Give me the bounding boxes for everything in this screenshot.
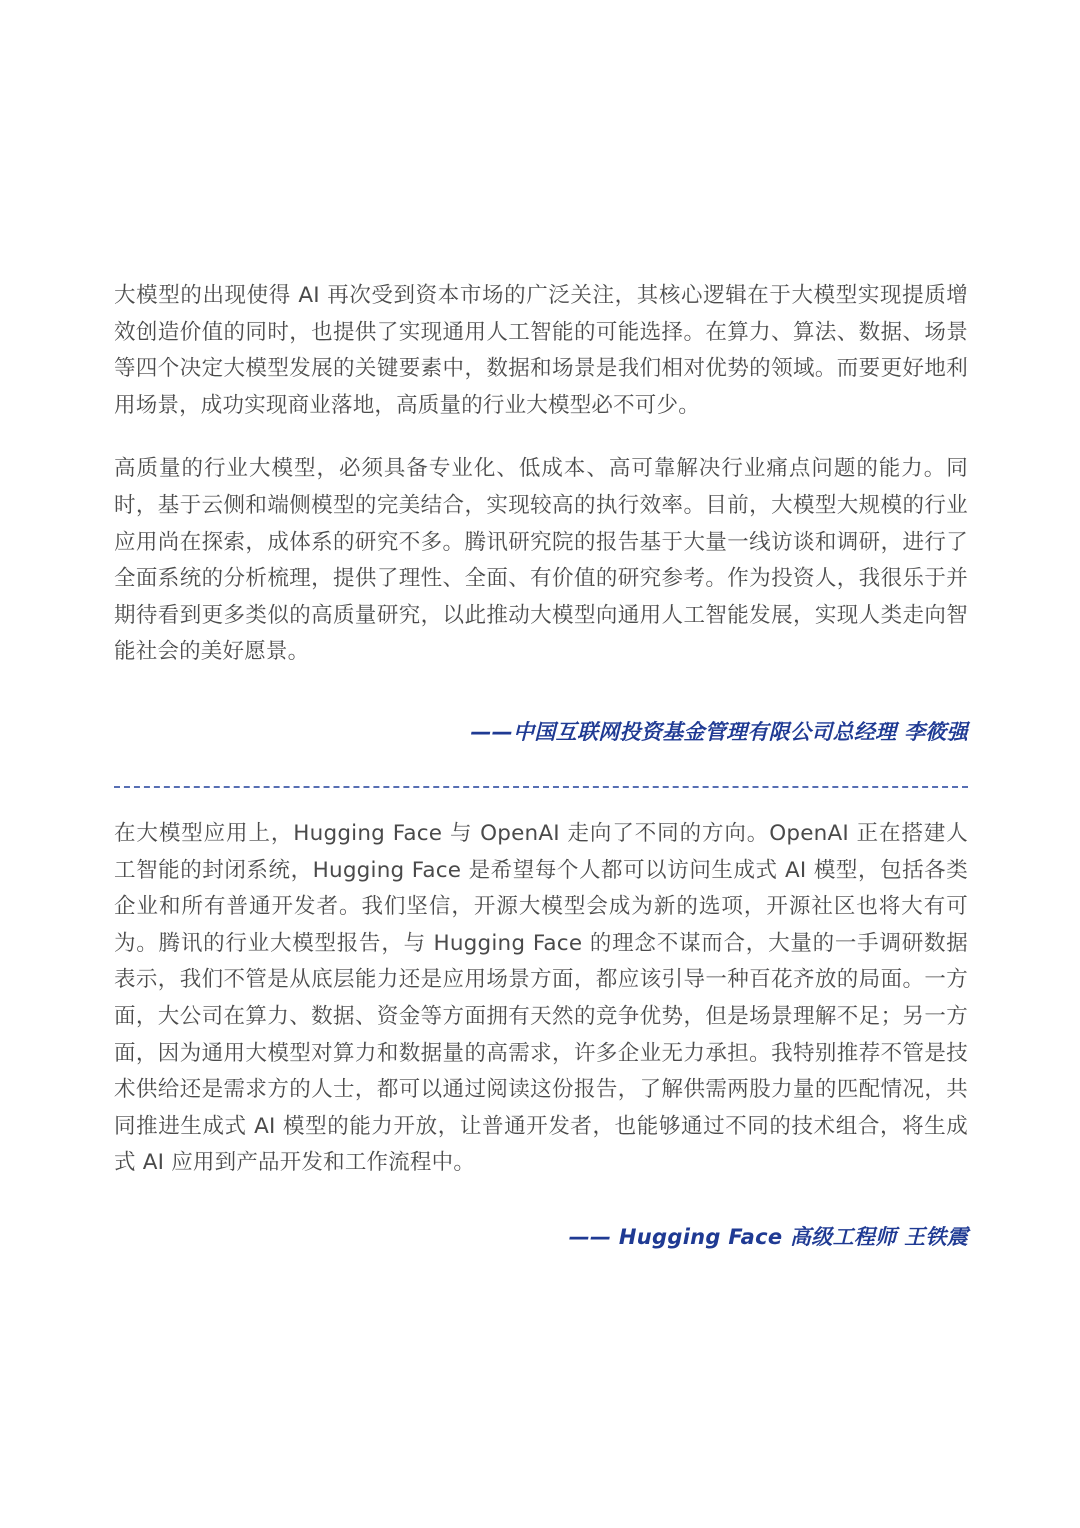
testimonial-paragraph-3: 在大模型应用上，Hugging Face 与 OpenAI 走向了不同的方向。OpenAI 正在搭建人工智能的封闭系统，Hugging Face 是希望每个人都可以访问生成式 AI 模型，包括各类企业和所有普通开发者。我们坚信，开源大模型会成为新的选项，开源社区也将大有可为。腾讯的行业大模型报告，与 Hugging Face 的理念不谋而合，大量的一手调研数据表示，我们不管是从底层能力还是应用场景方面，都应该引导一种百花齐放的局面。一方面，大公司在算力、数据、资金等方面拥有天然的竞争优势，但是场景理解不足；另一方面，因为通用大模型对算力和数据量的高需求，许多企业无力承担。我特别推荐不管是技术供给还是需求方的人士，都可以通过阅读这份报告，了解供需两股力量的匹配情况，共同推进生成式 AI 模型的能力开放，让普通开发者，也能够通过不同的技术组合，将生成式 AI 应用到产品开发和工作流程中。 xyxy=(114,820,968,1176)
testimonial-paragraph-1: 大模型的出现使得 AI 再次受到资本市场的广泛关注，其核心逻辑在于大模型实现提质增效创造价值的同时，也提供了实现通用人工智能的可能选择。在算力、算法、数据、场景等四个决定大模型发展的关键要素中，数据和场景是我们相对优势的领域。而要更好地利用场景，成功实现商业落地，高质量的行业大模型必不可少。 xyxy=(114,283,968,418)
testimonials-section xyxy=(114,278,968,1252)
testimonial-signature-1: ——中国互联网投资基金管理有限公司总经理 李筱强 xyxy=(470,719,968,744)
testimonial-paragraph-2: 高质量的行业大模型，必须具备专业化、低成本、高可靠解决行业痛点问题的能力。同时，基于云侧和端侧模型的完美结合，实现较高的执行效率。目前，大模型大规模的行业应用尚在探索，成体系的研究不多。腾讯研究院的报告基于大量一线访谈和调研，进行了全面系统的分析梳理，提供了理性、全面、有价值的研究参考。作为投资人，我很乐于并期待看到更多类似的高质量研究，以此推动大模型向通用人工智能发展，实现人类走向智能社会的美好愿景。 xyxy=(114,456,968,665)
dashed-divider xyxy=(114,786,968,788)
testimonial-signature-2: —— Hugging Face 高级工程师 王铁震 xyxy=(568,1224,968,1249)
